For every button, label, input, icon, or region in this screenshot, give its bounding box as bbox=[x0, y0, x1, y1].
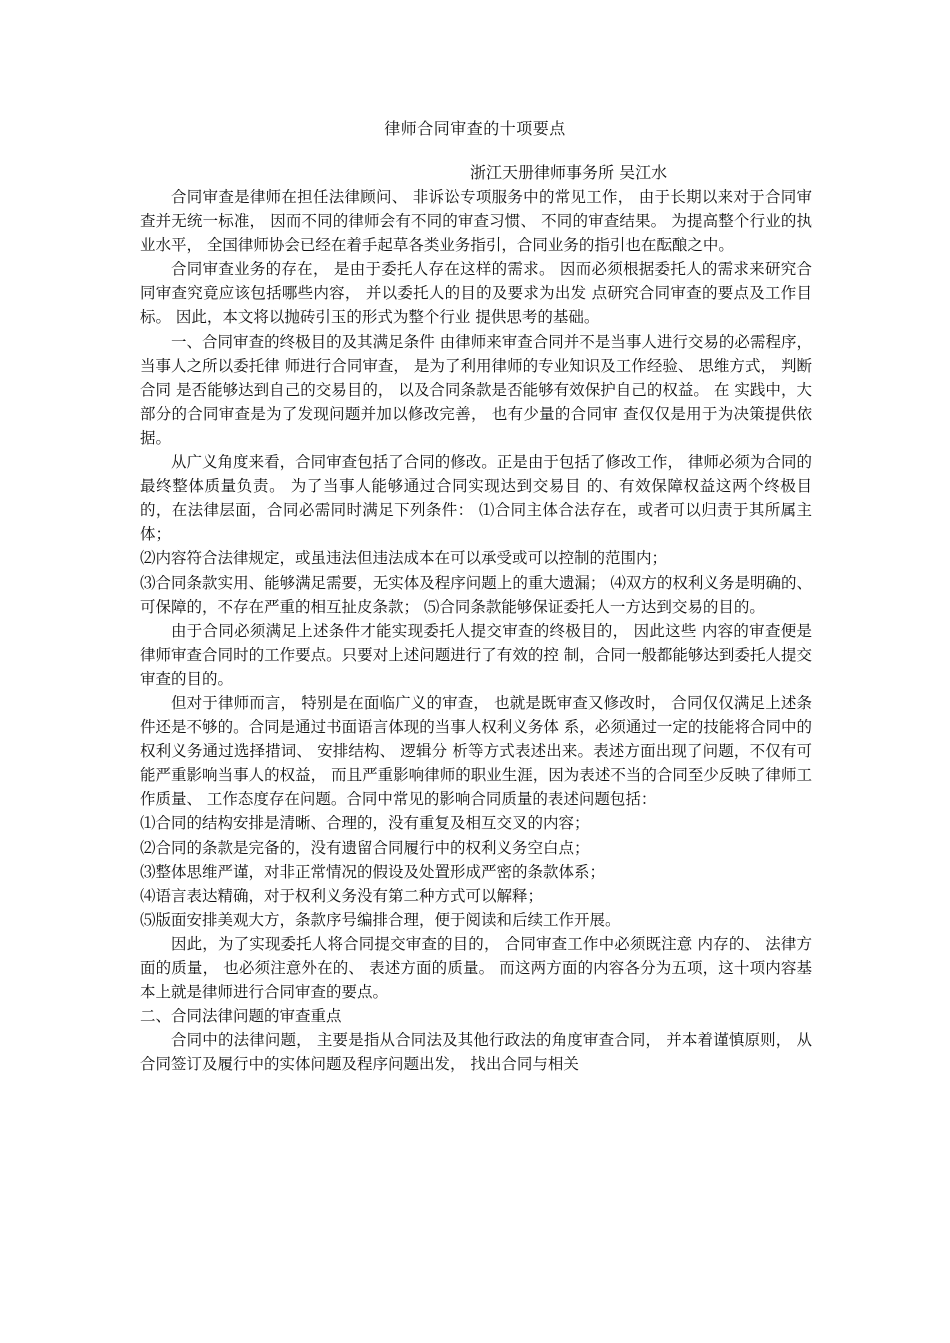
list-item-expression-1: ⑴合同的结构安排是清晰、合理的，没有重复及相互交叉的内容； bbox=[140, 814, 590, 833]
paragraph-legal-issues: 合同中的法律问题， 主要是指从合同法及其他行政法的角度审查合同， 并本着谨慎原则， 从合同签订及履行中的实体问题及程序问题出发， 找出合同与相关 bbox=[140, 1031, 812, 1074]
paragraph-review-points: 由于合同必须满足上述条件才能实现委托人提交审查的终极目的， 因此这些 内容的审查便是律师审查合同时的工作要点。只要对上述问题进行了有效的控 制，合同一般都能够达到委托人提交审查的目的。 bbox=[140, 621, 812, 688]
paragraph-conclusion: 因此，为了实现委托人将合同提交审查的目的， 合同审查工作中必须既注意 内存的、 法律方面的质量， 也必须注意外在的、 表述方面的质量。 而这两方面的内容各分为五项，这十项内容基本上就是律师进行合同审查的要点。 bbox=[140, 934, 812, 1002]
list-item-condition-3-5: ⑶合同条款实用、能够满足需要，无实体及程序问题上的重大遗漏； ⑷双方的权利义务是明确的、可保障的，不存在严重的相互扯皮条款； ⑸合同条款能够保证委托人一方达到交易的目的。 bbox=[140, 573, 812, 616]
list-item-condition-2: ⑵内容符合法律规定，或虽违法但违法成本在可以承受或可以控制的范围内； bbox=[140, 549, 668, 568]
document-title: 律师合同审查的十项要点 bbox=[384, 119, 566, 138]
list-item-expression-2: ⑵合同的条款是完备的，没有遗留合同履行中的权利义务空白点； bbox=[140, 838, 590, 857]
paragraph-expression: 但对于律师而言， 特别是在面临广义的审查， 也就是既审查又修改时， 合同仅仅满足上述条件还是不够的。合同是通过书面语言体现的当事人权利义务体 系，必须通过一定的技能将合同中的权利义务通过选择措词、 安排结构、 逻辑分 析等方式表述出来。表述方面出现了问题，不仅有可能严重影响当事人的权益， 而且严重影响律师的职业生涯，因为表述不当的合同至少反映了律师工作质量、 工作态度存在问题。合同中常见的影响合同质量的表述问题包括： bbox=[140, 693, 812, 809]
list-item-expression-5: ⑸版面安排美观大方，条款序号编排合理，便于阅读和后续工作开展。 bbox=[140, 910, 621, 929]
list-item-expression-3: ⑶整体思维严谨，对非正常情况的假设及处置形成严密的条款体系； bbox=[140, 862, 606, 881]
document-body bbox=[140, 185, 812, 1076]
paragraph-section-one: 一、合同审查的终极目的及其满足条件 由律师来审查合同并不是当事人进行交易的必需程序， 当事人之所以委托律 师进行合同审查， 是为了利用律师的专业知识及工作经验、 思维方式， 判断合同 是否能够达到自己的交易目的， 以及合同条款是否能够有效保护自己的权益。 在 实践中，大部分的合同审查是为了发现问题并加以修改完善， 也有少量的合同审 查仅仅是用于为决策提供依据。 bbox=[140, 332, 812, 447]
section-heading-two: 二、合同法律问题的审查重点 bbox=[140, 1007, 342, 1026]
paragraph-intro: 合同审查是律师在担任法律顾问、 非诉讼专项服务中的常见工作， 由于长期以来对于合同审查并无统一标准， 因而不同的律师会有不同的审查习惯、 不同的审查结果。 为提高整个行业的执业水平， 全国律师协会已经在着手起草各类业务指引，合同业务的指引也在酝酿之中。 bbox=[140, 188, 812, 255]
document-author: 浙江天册律师事务所 吴江水 bbox=[470, 163, 668, 182]
paragraph-demand: 合同审查业务的存在， 是由于委托人存在这样的需求。 因而必须根据委托人的需求来研究合同审查究竟应该包括哪些内容， 并以委托人的目的及要求为出发 点研究合同审查的要点及工作目标。 因此，本文将以抛砖引玉的形式为整个行业 提供思考的基础。 bbox=[140, 260, 812, 327]
list-item-expression-4: ⑷语言表达精确，对于权利义务没有第二种方式可以解释； bbox=[140, 886, 544, 905]
paragraph-broad-review: 从广义角度来看，合同审查包括了合同的修改。正是由于包括了修改工作， 律师必须为合同的最终整体质量负责。 为了当事人能够通过合同实现达到交易目 的、有效保障权益这两个终极目的，在法律层面，合同必需同时满足下列条件： ⑴合同主体合法存在，或者可以归责于其所属主体； bbox=[140, 453, 812, 544]
